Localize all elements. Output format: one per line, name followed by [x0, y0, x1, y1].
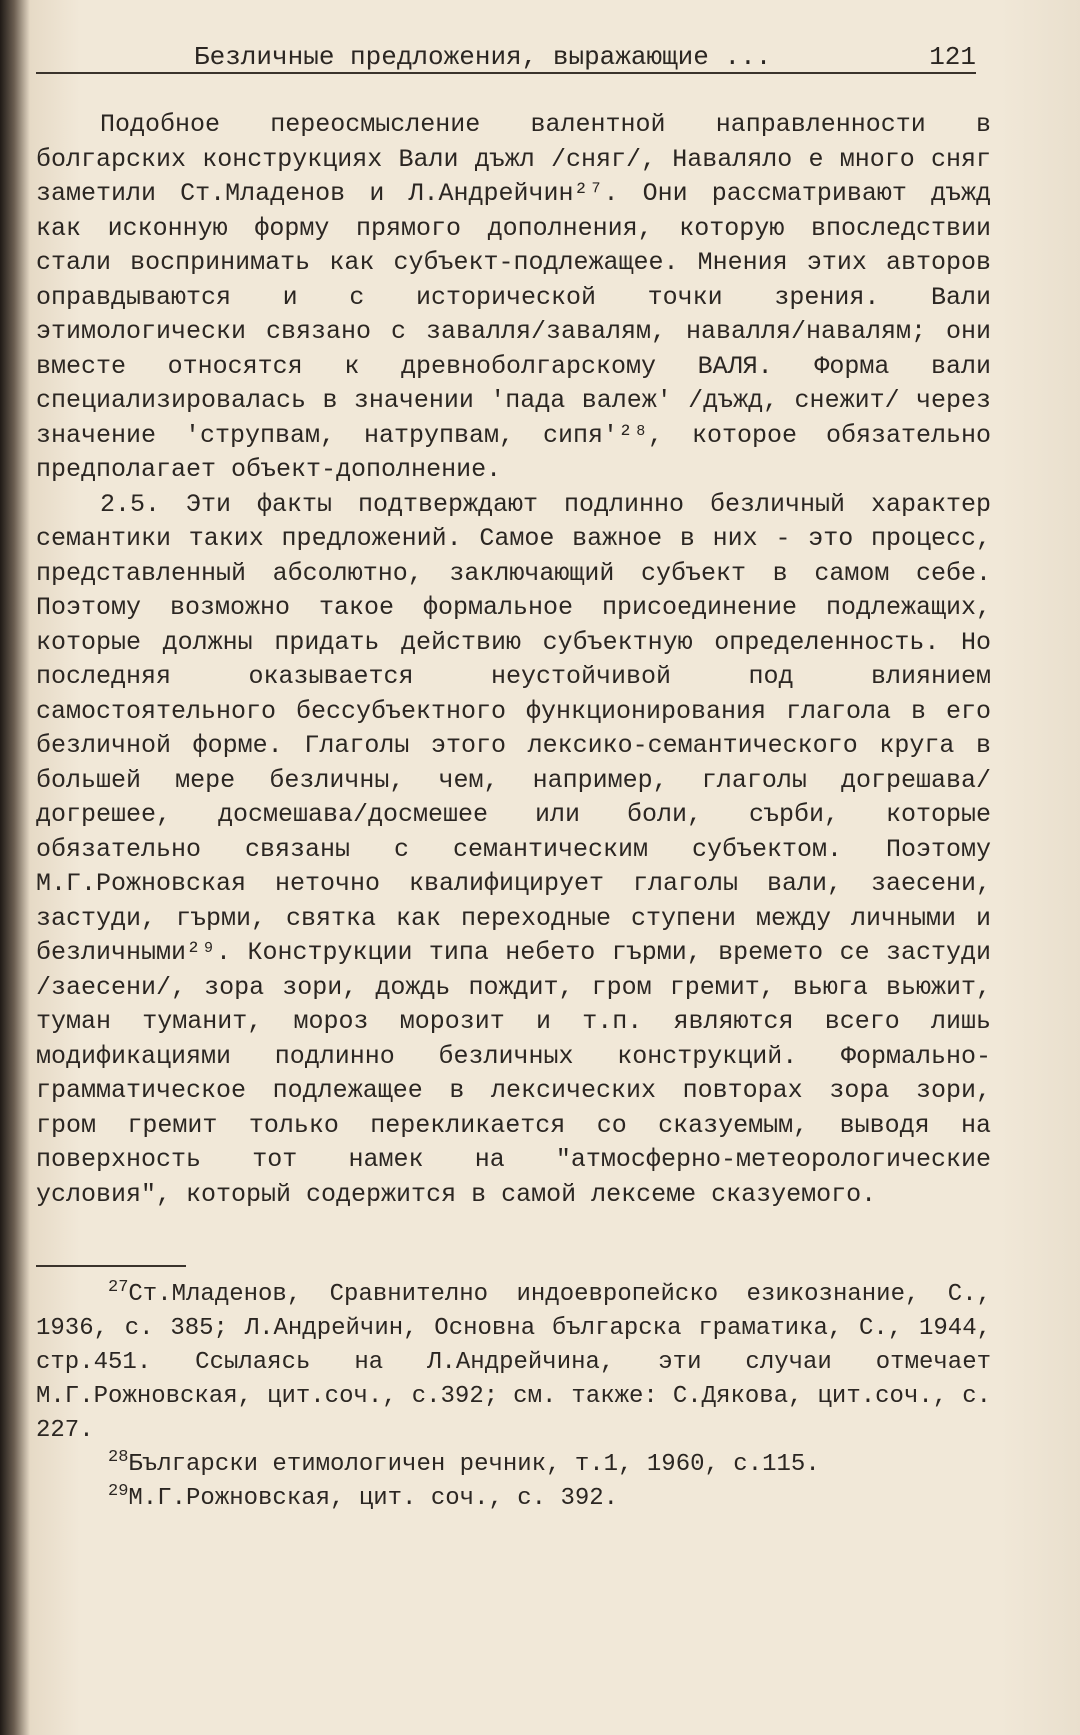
paragraph: 2.5. Эти факты подтверждают подлинно безличный характер семантики таких предложений. Самое важное в них - это процесс, представленный абсолютно, заключающий субъект в самом себе. Поэтому возможно такое формальное присоединение подлежащих, которые должны придать действию субъектную определенность. Но последняя оказывается неустойчивой под влиянием самостоятельного бессубъектного функционирования глагола в его безличной форме. Глаголы этого лексико-семантического круга в большей мере безличны, чем, например, глаголы догрешава/догрешее, досмешава/досмешее или боли, сърби, которые обязательно связаны с семантическим субъектом. Поэтому М.Г.Рожновская неточно квалифицирует глаголы вали, заесени, застуди, гърми, святка как переходные ступени между личными и безличными²⁹. Конструкции типа небето гърми, времето се застуди /заесени/, зора зори, дождь пождит, гром гремит, вьюга вьюжит, туман туманит, мороз морозит и т.п. являются всего лишь модификациями подлинно безличных конструкций. Формально-грамматическое подлежащее в лексических повторах зора зори, гром гремит только перекликается со сказуемым, выводя на поверхность тот намек на "атмосферно-метеорологические условия", который содержится в самой лексеме сказуемого.: [36, 489, 991, 1209]
footnote-mark: 28: [108, 1448, 129, 1467]
footnote-mark: 29: [108, 1482, 129, 1501]
page-number: 121: [929, 42, 976, 72]
main-text: [36, 108, 991, 1212]
footnote: [36, 1448, 991, 1482]
paragraph: Подобное переосмысление валентной направленности в болгарских конструкциях Вали дъжл /сняг/, Навалялo е много сняг заметили Ст.Младенов и Л.Андрейчин²⁷. Они рассматривают дъжд как исконную форму прямого дополнения, которую впоследствии стали воспринимать как субъект-подлежащее. Мнения этих авторов оправдываются и с исторической точки зрения. Вали этимологически связано с завалля/завалям, навалля/навалям; они вместе относятся к древноболгарскому ВАЛЯ. Форма вали специализировалась в значении 'пада валеж' /дъжд, снежит/ через значение 'струпвам, натрупвам, сипя'²⁸, которое обязательно предполагает объект-дополнение.: [36, 110, 991, 484]
footnote-separator: [36, 1265, 186, 1267]
footnote-text: М.Г.Рожновская, цит. соч., с. 392.: [128, 1485, 619, 1512]
footnote-text: Български етимологичен речник, т.1, 1960, с.115.: [128, 1451, 820, 1478]
footnote-mark: 27: [108, 1278, 129, 1297]
footnote-text: Ст.Младенов, Сравнително индоевропейско езикознание, С., 1936, с. 385; Л.Андрейчин, Основна българска граматика, С., 1944, стр.451. Ссылаясь на Л.Андрейчина, эти случаи отмечает М.Г.Рожновская, цит.соч., с.392; см. также: С.Дякова, цит.соч., с. 227.: [36, 1281, 991, 1444]
footnote: [36, 1278, 991, 1448]
running-header: [36, 42, 976, 74]
running-title: Безличные предложения, выражающие ...: [194, 42, 772, 72]
footnotes: [36, 1278, 991, 1516]
footnote: [36, 1482, 991, 1516]
